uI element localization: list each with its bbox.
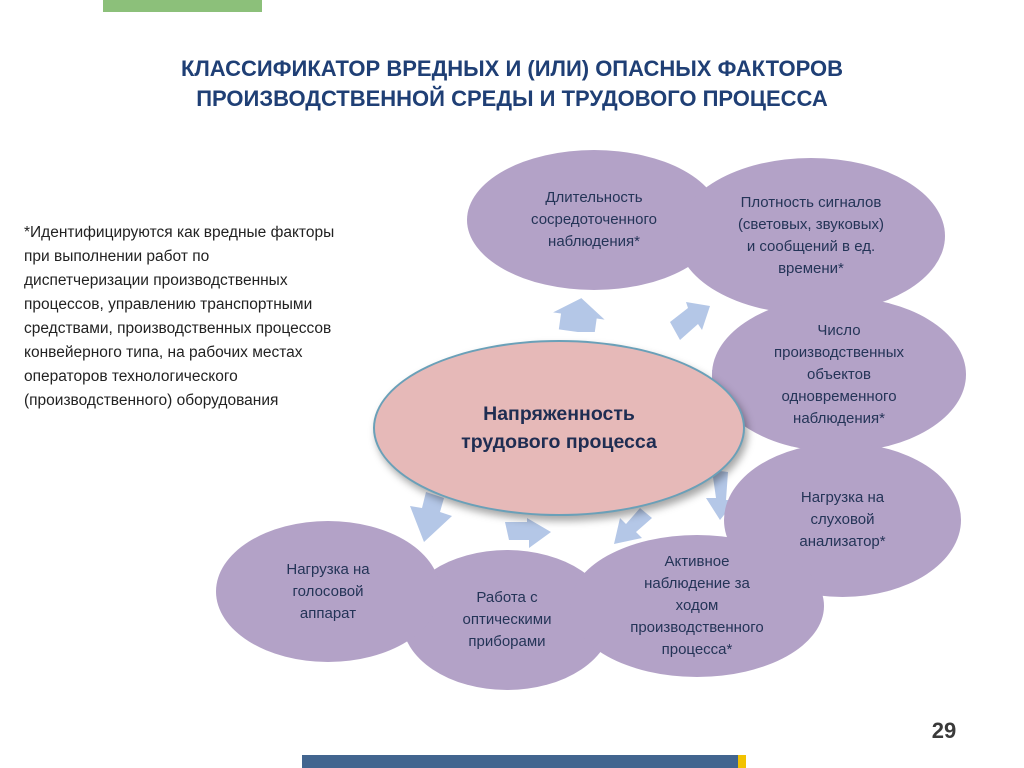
node-text-line: приборами bbox=[468, 633, 546, 650]
node-text-line: одновременного bbox=[781, 387, 897, 405]
node-voice-load bbox=[216, 521, 440, 662]
footnote-line: *Идентифицируются как вредные факторы bbox=[24, 224, 335, 241]
node-text-line: Плотность сигналов bbox=[740, 194, 882, 211]
node-text-line: процесса* bbox=[661, 641, 733, 658]
node-text-line: наблюдения* bbox=[548, 233, 640, 250]
center-node-line-1: Напряженность bbox=[483, 403, 635, 425]
node-text-line: Работа с bbox=[476, 589, 538, 606]
top-accent-bar bbox=[103, 0, 262, 12]
node-text-line: (световых, звуковых) bbox=[737, 216, 885, 233]
node-text-line: наблюдение за bbox=[644, 575, 750, 592]
node-text-line: Длительность bbox=[545, 189, 643, 206]
slide-title bbox=[60, 54, 964, 114]
arrow-to-signal-density-icon bbox=[662, 302, 712, 352]
node-number-of-objects bbox=[712, 297, 966, 452]
node-text-line: и сообщений в ед. bbox=[746, 238, 876, 255]
node-text-line: анализатор* bbox=[799, 533, 886, 550]
arrow-to-optical-icon bbox=[505, 518, 551, 548]
node-text-line: Нагрузка на bbox=[800, 489, 885, 506]
node-text-line: аппарат bbox=[299, 604, 357, 622]
node-text-line: Активное bbox=[664, 553, 730, 570]
node-text-line: оптическими bbox=[462, 611, 552, 628]
node-text-line: времени* bbox=[778, 260, 844, 277]
arrow-to-active-observation-icon bbox=[612, 508, 656, 544]
footnote-line: средствами, производственных процессов bbox=[24, 320, 332, 337]
node-text-line: голосовой bbox=[292, 582, 364, 600]
bottom-accent-bar bbox=[302, 755, 738, 768]
node-text-line: Число bbox=[817, 321, 861, 339]
footnote-line: диспетчеризации производственных bbox=[24, 272, 288, 289]
node-text-line: Нагрузка на bbox=[286, 560, 370, 578]
arrow-to-duration-icon bbox=[553, 298, 605, 332]
slide-title-line-1: КЛАССИФИКАТОР ВРЕДНЫХ И (ИЛИ) ОПАСНЫХ ФАКТОРОВ bbox=[180, 56, 844, 81]
footnote-line: (производственного) оборудования bbox=[24, 392, 279, 409]
footnote-line: конвейерного типа, на рабочих местах bbox=[24, 344, 303, 361]
bottom-accent-marker bbox=[738, 755, 746, 768]
page-number: 29 bbox=[931, 718, 957, 743]
node-signal-density bbox=[677, 158, 945, 314]
node-text-line: ходом bbox=[675, 597, 719, 614]
node-text-line: объектов bbox=[807, 365, 871, 383]
center-node-work-intensity bbox=[373, 340, 745, 516]
node-text-line: сосредоточенного bbox=[531, 211, 657, 228]
footnote-line: операторов технологического bbox=[24, 368, 238, 385]
node-text-line: слуховой bbox=[810, 511, 875, 528]
footnote-line: процессов, управлению транспортными bbox=[24, 296, 313, 313]
node-text-line: производственного bbox=[630, 619, 764, 636]
slide-title-line-2: ПРОИЗВОДСТВЕННОЙ СРЕДЫ И ТРУДОВОГО ПРОЦЕССА bbox=[196, 86, 828, 111]
arrow-to-voice-icon bbox=[410, 492, 452, 542]
node-text-line: наблюдения* bbox=[793, 409, 885, 427]
footnote-line: при выполнении работ по bbox=[24, 248, 210, 265]
center-node-line-2: трудового процесса bbox=[461, 431, 657, 453]
node-active-observation bbox=[570, 535, 824, 677]
node-text-line: производственных bbox=[774, 343, 904, 361]
footnote-text bbox=[24, 221, 396, 413]
